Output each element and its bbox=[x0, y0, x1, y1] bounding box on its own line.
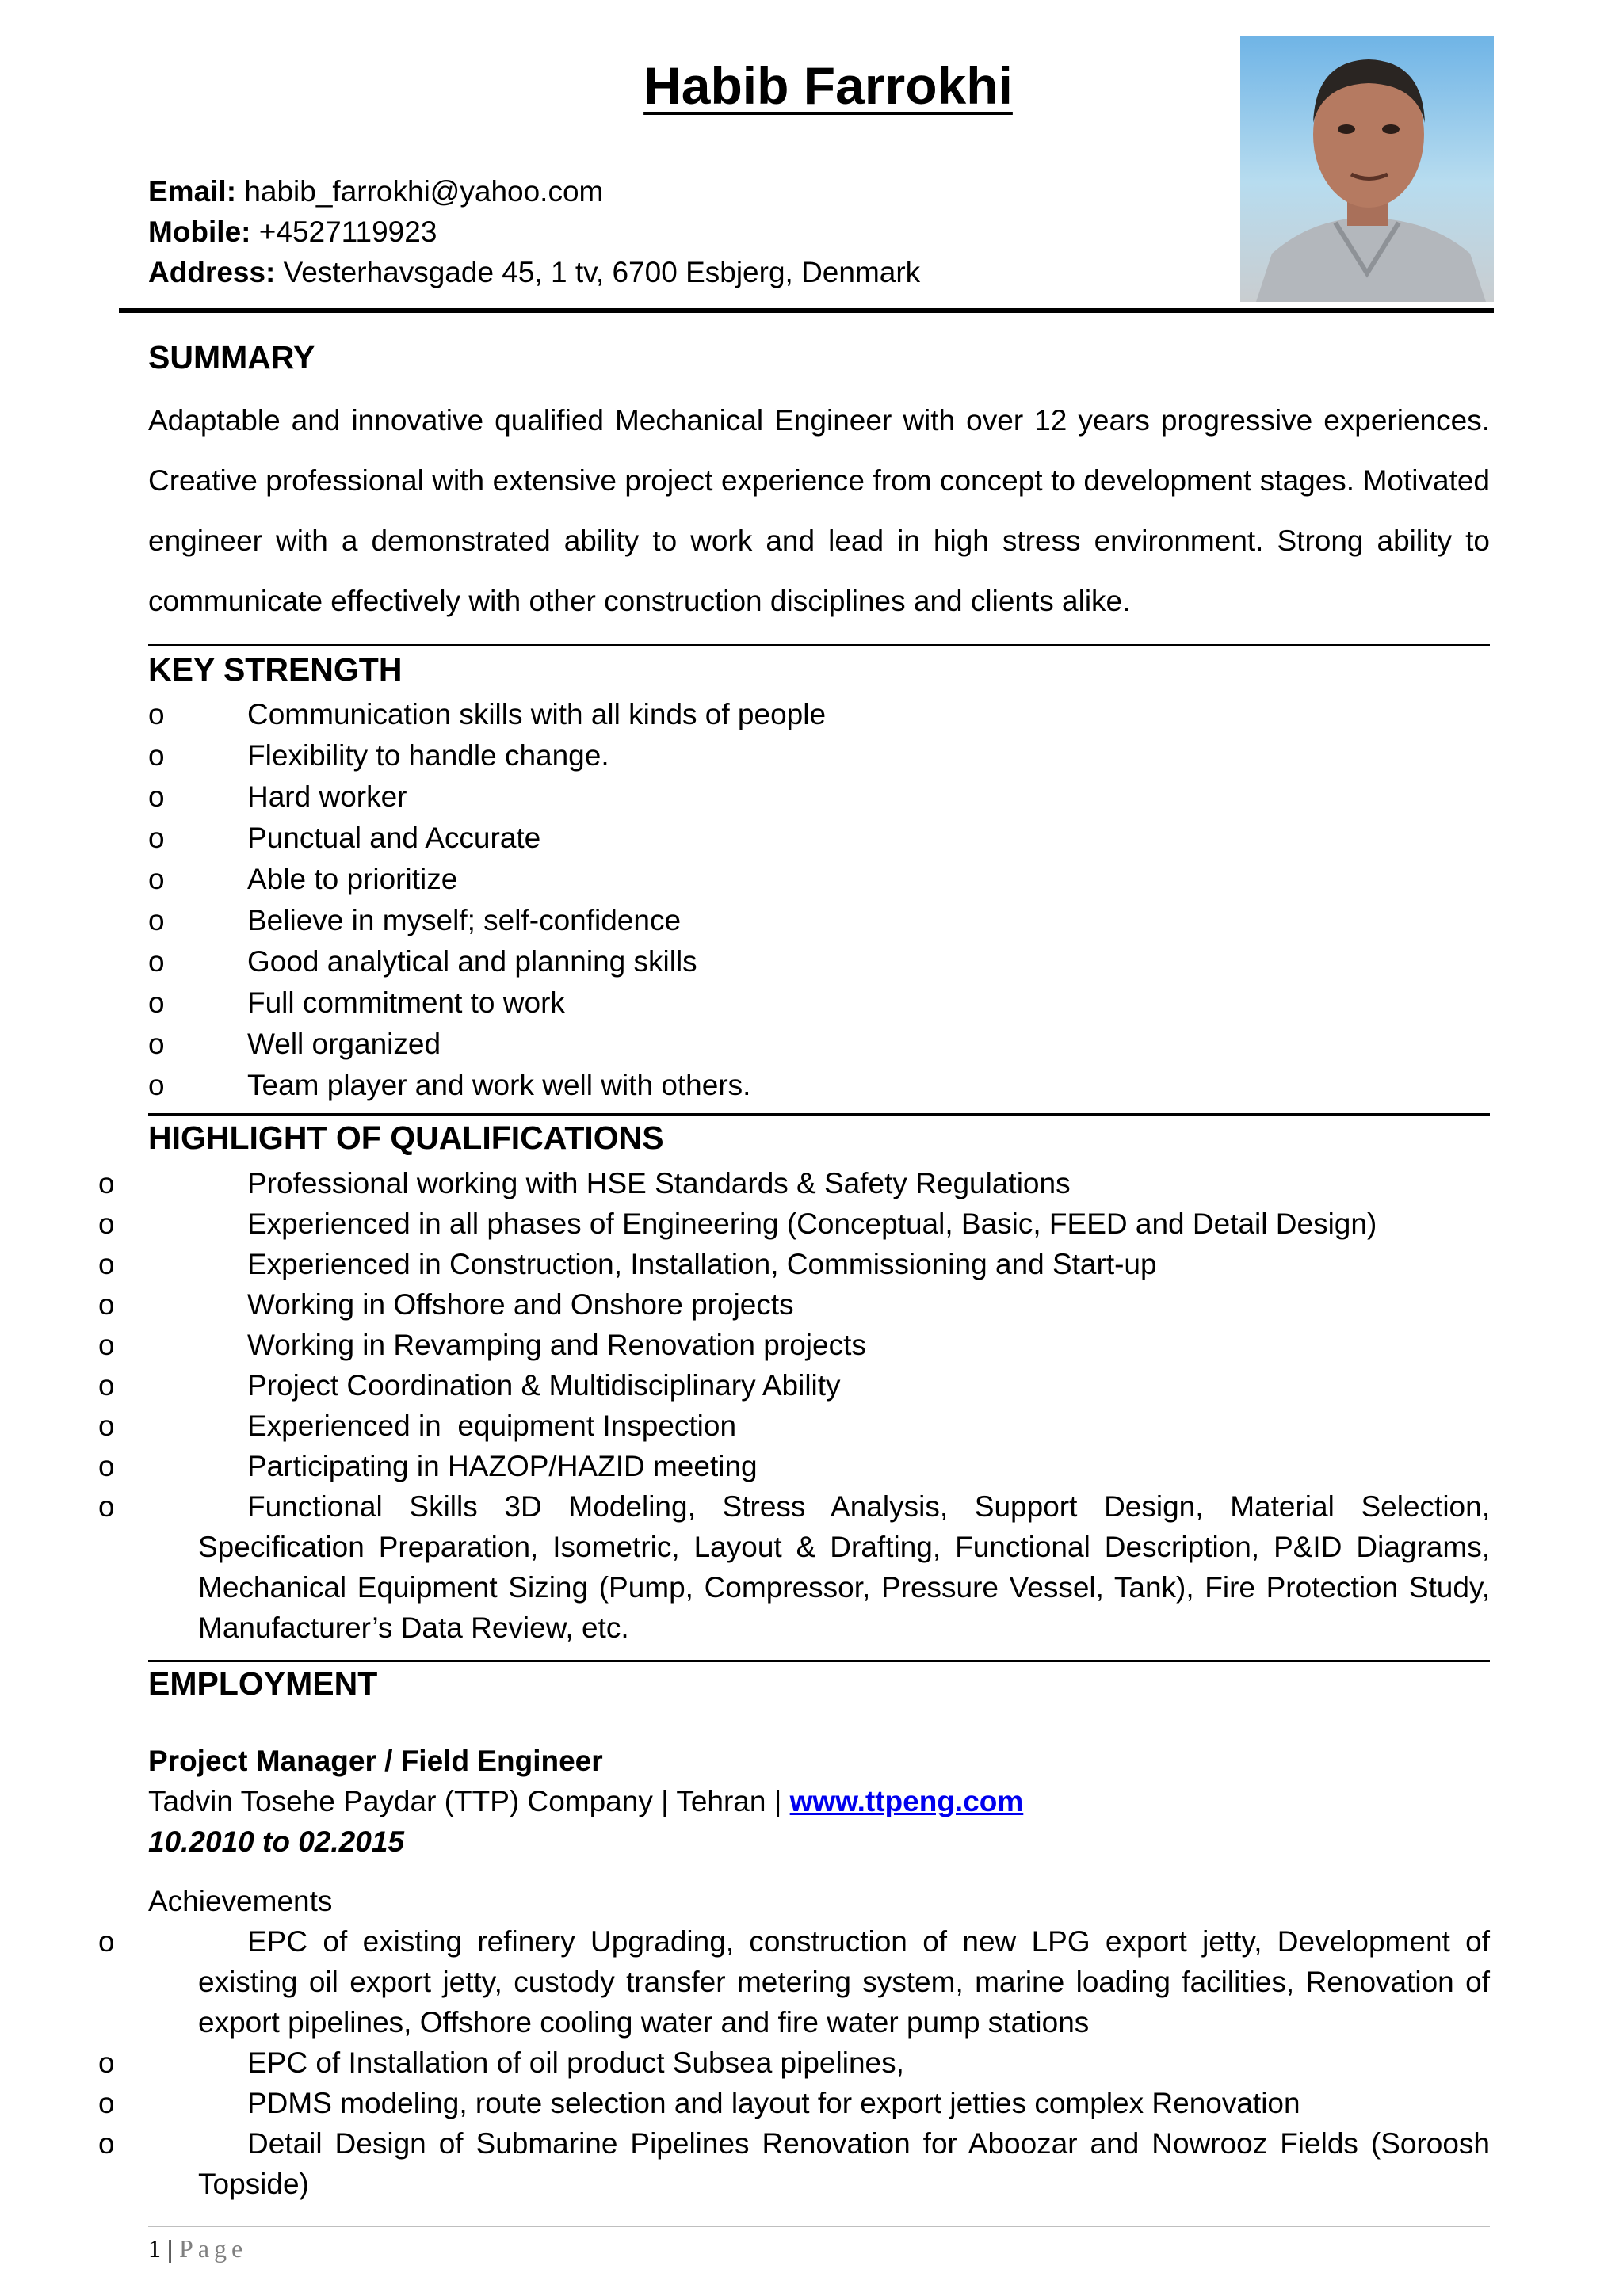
bullet-marker: o bbox=[98, 2127, 115, 2160]
bullet-marker: o bbox=[148, 739, 165, 772]
page-footer bbox=[148, 2234, 247, 2264]
list-item: o Team player and work well with others. bbox=[148, 1065, 1490, 1106]
list-item: o Well organized bbox=[148, 1024, 1490, 1065]
bullet-marker: o bbox=[98, 1288, 115, 1321]
key-strength-list bbox=[148, 694, 1490, 1106]
key-strength-heading: KEY STRENGTH bbox=[148, 651, 403, 688]
list-item: o Flexibility to handle change. bbox=[148, 735, 1490, 776]
bullet-marker: o bbox=[148, 863, 165, 895]
bullet-marker: o bbox=[98, 1369, 115, 1402]
qualifications-divider bbox=[148, 1660, 1490, 1662]
bullet-marker: o bbox=[148, 1028, 165, 1060]
list-item: o Functional Skills 3D Modeling, Stress Analysis, Support Design, Material Selection, Specification Preparation, Isometric, Layout & Drafting, Functional Description, P&ID Diagrams, Mechanical Equipment Sizing (Pump, Compressor, Pressure Vessel, Tank), Fire Protection Study, Manufacturer’s Data Review, etc. bbox=[148, 1486, 1490, 1648]
address-value: Vesterhavsgade 45, 1 tv, 6700 Esbjerg, Denmark bbox=[283, 256, 921, 288]
list-item: o Experienced in equipment Inspection bbox=[148, 1405, 1490, 1446]
list-item: o Professional working with HSE Standards & Safety Regulations bbox=[148, 1163, 1490, 1203]
bullet-marker: o bbox=[98, 1329, 115, 1361]
bullet-marker: o bbox=[148, 822, 165, 854]
achievements-label: Achievements bbox=[148, 1885, 333, 1917]
list-item: o EPC of existing refinery Upgrading, construction of new LPG export jetty, Development of existing oil export jetty, custody transfer metering system, marine loading facilities, Renovation of export pipelines, Offshore cooling water and fire water pump stations bbox=[148, 1921, 1490, 2042]
list-item: o Communication skills with all kinds of people bbox=[148, 694, 1490, 735]
summary-heading: SUMMARY bbox=[148, 339, 315, 376]
bullet-marker: o bbox=[98, 1409, 115, 1442]
list-item: o Experienced in Construction, Installation, Commissioning and Start-up bbox=[148, 1244, 1490, 1284]
candidate-name: Habib Farrokhi bbox=[643, 56, 1013, 115]
email-line: Email: habib_farrokhi@yahoo.com bbox=[148, 175, 604, 208]
bullet-marker: o bbox=[98, 1490, 115, 1523]
footer-separator: | bbox=[167, 2234, 174, 2263]
bullet-marker: o bbox=[148, 986, 165, 1019]
summary-text: Adaptable and innovative qualified Mechanical Engineer with over 12 years progressive experiences. Creative professional with extensive project experience from concept to development stages. Motivated engineer with a demonstrated ability to work and lead in high stress environment. Strong ability to communicate effectively with other construction disciplines and clients alike. bbox=[148, 404, 1490, 617]
list-item: o Detail Design of Submarine Pipelines Renovation for Aboozar and Nowrooz Fields (Soroosh Topside) bbox=[148, 2123, 1490, 2204]
bullet-marker: o bbox=[98, 1207, 115, 1240]
qualifications-list bbox=[98, 1163, 1490, 1648]
bullet-marker: o bbox=[148, 904, 165, 936]
contact-info bbox=[148, 171, 920, 292]
list-item: o Project Coordination & Multidisciplinary Ability bbox=[148, 1365, 1490, 1405]
bullet-marker: o bbox=[98, 2087, 115, 2119]
mobile-value: +4527119923 bbox=[258, 215, 437, 248]
bullet-marker: o bbox=[148, 945, 165, 978]
bullet-marker: o bbox=[98, 1167, 115, 1199]
list-item: o Hard worker bbox=[148, 776, 1490, 818]
footer-divider bbox=[148, 2226, 1490, 2227]
employment-heading: EMPLOYMENT bbox=[148, 1665, 378, 1702]
list-item: o EPC of Installation of oil product Subsea pipelines, bbox=[148, 2042, 1490, 2083]
page-number: 1 bbox=[148, 2234, 161, 2263]
profile-photo-illustration bbox=[1240, 36, 1494, 302]
bullet-marker: o bbox=[98, 1248, 115, 1280]
page-label: Page bbox=[179, 2234, 248, 2263]
job-period: 10.2010 to 02.2015 bbox=[148, 1825, 404, 1858]
job-title: Project Manager / Field Engineer bbox=[148, 1745, 603, 1777]
list-item: o Working in Offshore and Onshore projects bbox=[148, 1284, 1490, 1325]
key-strength-divider bbox=[148, 1113, 1490, 1116]
address-line: Address: Vesterhavsgade 45, 1 tv, 6700 Esbjerg, Denmark bbox=[148, 256, 921, 288]
bullet-marker: o bbox=[98, 1450, 115, 1482]
bullet-marker: o bbox=[98, 1925, 115, 1958]
qualifications-heading: HIGHLIGHT OF QUALIFICATIONS bbox=[148, 1119, 664, 1156]
list-item: o Experienced in all phases of Engineering (Conceptual, Basic, FEED and Detail Design) bbox=[148, 1203, 1490, 1244]
achievements-list bbox=[98, 1921, 1490, 2204]
company-line bbox=[148, 1781, 1023, 1821]
bullet-marker: o bbox=[148, 780, 165, 813]
list-item: o PDMS modeling, route selection and layout for export jetties complex Renovation bbox=[148, 2083, 1490, 2123]
list-item: o Able to prioritize bbox=[148, 859, 1490, 900]
list-item: o Working in Revamping and Renovation projects bbox=[148, 1325, 1490, 1365]
header-divider bbox=[119, 308, 1494, 313]
summary-divider bbox=[148, 644, 1490, 646]
list-item: o Good analytical and planning skills bbox=[148, 941, 1490, 982]
bullet-marker: o bbox=[98, 2046, 115, 2079]
list-item: o Punctual and Accurate bbox=[148, 818, 1490, 859]
list-item: o Full commitment to work bbox=[148, 982, 1490, 1024]
bullet-marker: o bbox=[148, 1069, 165, 1101]
job-entry bbox=[148, 1741, 1023, 1862]
profile-photo bbox=[1240, 36, 1494, 302]
company-name: Tadvin Tosehe Paydar (TTP) Company | Tehran | bbox=[148, 1785, 782, 1817]
email-value[interactable]: habib_farrokhi@yahoo.com bbox=[244, 175, 604, 208]
list-item: o Participating in HAZOP/HAZID meeting bbox=[148, 1446, 1490, 1486]
company-website-link[interactable]: www.ttpeng.com bbox=[789, 1785, 1024, 1817]
bullet-marker: o bbox=[148, 698, 165, 730]
list-item: o Believe in myself; self-confidence bbox=[148, 900, 1490, 941]
mobile-line: Mobile: +4527119923 bbox=[148, 215, 437, 248]
